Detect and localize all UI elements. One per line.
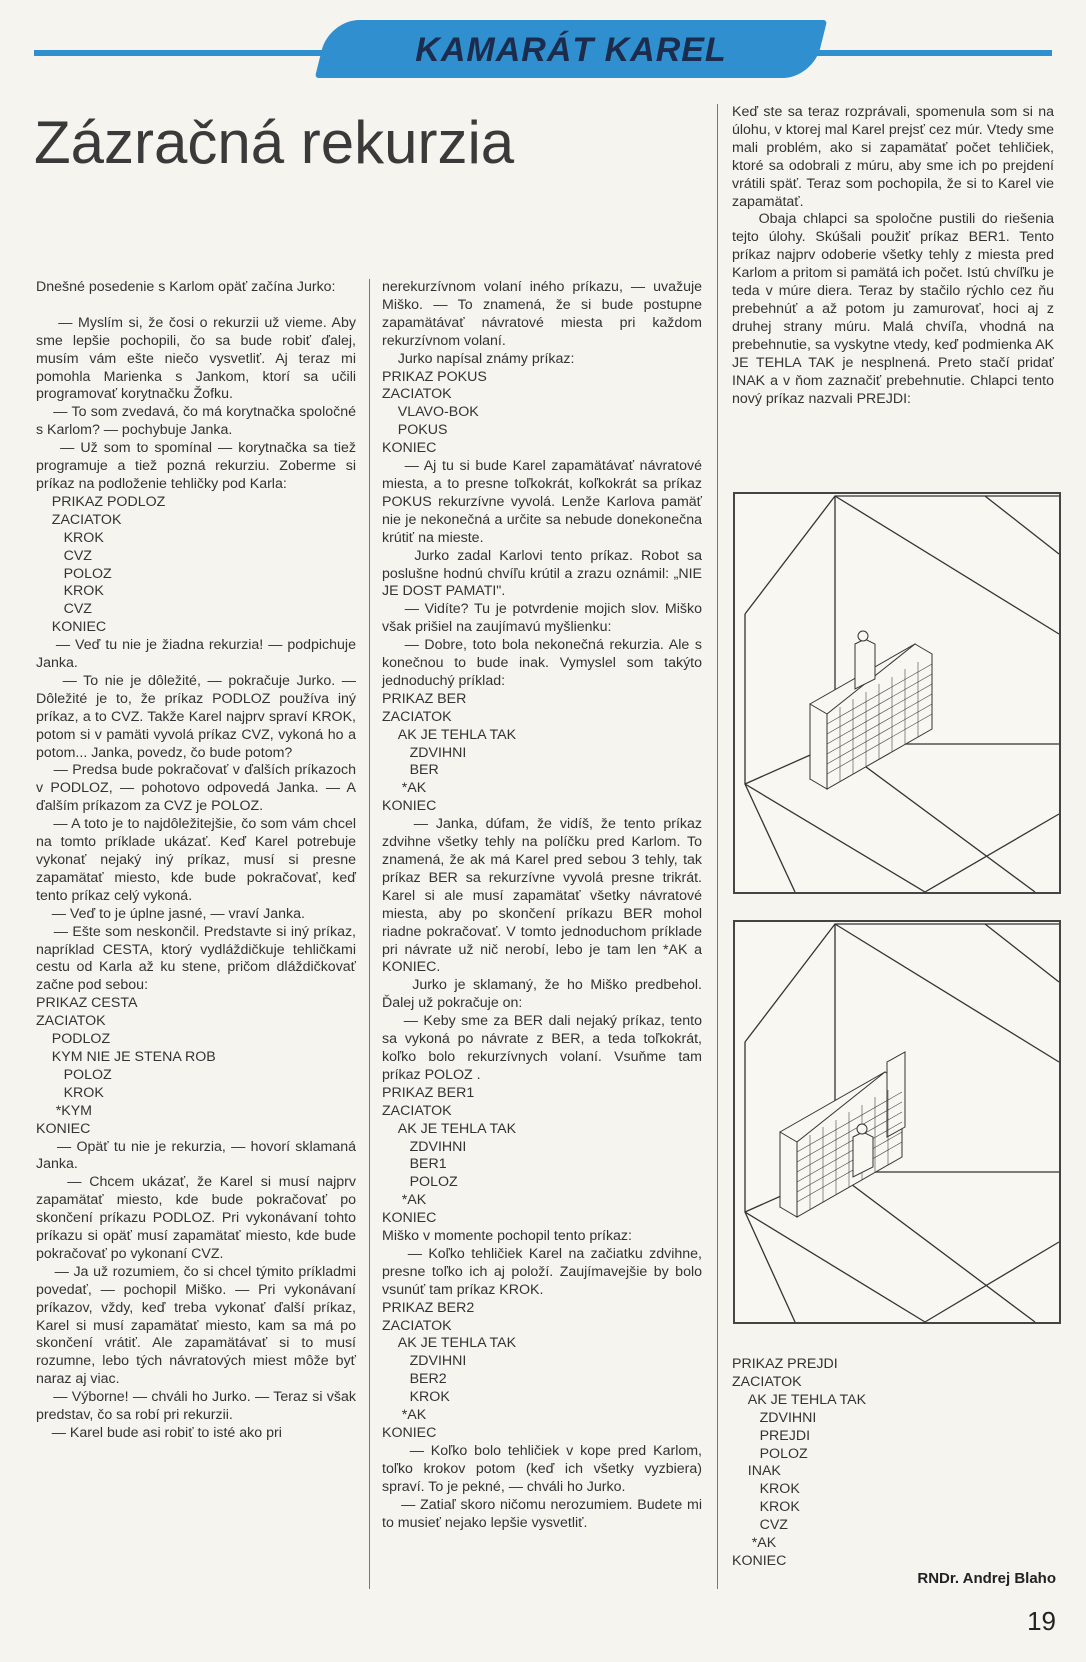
prejdi-program-listing: PRIKAZ PREJDI ZACIATOK AK JE TEHLA TAK ZDVIHNI PREJDI POLOZ INAK KROK KROK CVZ *AK KONIEC — [732, 1356, 867, 1569]
article-column-2: nerekurzívnom volaní iného príkazu, — uvažuje Miško. — To znamená, že si bude postupne zapamätávať návratové miesta pri každom rekurzívnom volaní. Jurko napísal známy príkaz: PRIKAZ POKUS ZACIATOK VLAVO-BOK POKUS KONIEC — Aj tu si bude Karel zapamätávať návratové miesta, a to presne toľkokrát, koľkokrát sa príkaz POKUS rekurzívne vyvolá. Lenže Karlova pamäť nie je nekonečná a určite sa nebude donekonečna krútiť na mieste. Jurko zadal Karlovi tento príkaz. Robot sa poslušne hodnú chvíľu krútil a zrazu oznámil: „NIE JE DOST PAMATI". — Vidíte? Tu je potvrdenie mojich slov. Miško však prišiel na zaujímavú myšlienku: — Dobre, toto bola nekonečná rekurzia. Ale s konečnou to bude inak. Vymyslel som takýto jednoduchý príklad: PRIKAZ BER ZACIATOK AK JE TEHLA TAK ZDVIHNI BER *AK KONIEC — Janka, dúfam, že vidíš, že tento príkaz zdvihne všetky tehly na políčku pred Karlom. To znamená, že ak má Karel pred sebou 3 tehly, tak príkaz BER sa rekurzívne vyvolá presne trikrát. Karel si ale musí zapamätať všetky návratové miesta, aby po skončení príkazu BER mohol riadne pokračovať. V tomto jednoduchom príklade pri návrate už nič nerobí, lebo je tam len *AK a KONIEC. Jurko je sklamaný, že ho Miško predbehol. Ďalej už pokračuje on: — Keby sme za BER dali nejaký príkaz, tento sa vykoná po návrate z BER, a teda toľkokrát, koľko bolo rekurzívnych volaní. Vsuňme tam príkaz POLOZ . PRIKAZ BER1 ZACIATOK AK JE TEHLA TAK ZDVIHNI BER1 POLOZ *AK KONIEC Miško v momente pochopil tento príkaz: — Koľko tehličiek Karel na začiatku zdvihne, presne toľko ich aj položí. Zaujímavejšie by bolo vsunúť tam príkaz KROK. PRIKAZ BER2 ZACIATOK AK JE TEHLA TAK ZDVIHNI BER2 KROK *AK KONIEC — Koľko bolo tehličiek v kope pred Karlom, toľko krokov potom (keď ich všetky vyzbiera) spraví. To je pekné, — chváli ho Jurko. — Zatiaľ skoro ničomu nerozumiem. Budete mi to musieť nejako lepšie vysvetliť. — [382, 279, 702, 1531]
column-divider-1 — [369, 279, 370, 1589]
karel-world-drawing-1 — [735, 494, 1059, 892]
article-column-3-top: Keď ste sa teraz rozprávali, spomenula som si na úlohu, v ktorej mal Karel prejsť cez múr. Vtedy sme mali problém, ako si zapamätať počet tehličiek, ktoré sa odobrali z múru, aby sme ich po prejdení vrátili späť. Teraz som pochopila, že si to Karel vie zapamätať. Obaja chlapci sa spoločne pustili do riešenia tejto úlohy. Skúšali použiť príkaz BER1. Tento príkaz najprv odoberie všetky tehly z miesta pred Karlom a pritom si pamätá ich počet. Istú chvíľku je teda v múre diera. Teraz by stačilo rýchlo cez ňu prebehnúť a až potom ju zamurovať, hoci aj z druhej strany múru. Malá chvíľa, vhodná na prebehnutie, sa vyskytne vtedy, keď podmienka AK JE TEHLA TAK je nesplnená. Preto stačí pridať INAK a v ňom zaznačiť prebehnutie. Chlapci tento nový príkaz nazvali PREJDI: — [732, 104, 1054, 407]
column-divider-2 — [717, 104, 718, 1589]
article-column-1: Dnešné posedenie s Karlom opäť začína Jurko: — Myslím si, že čosi o rekurzii už vieme. Aby sme lepšie pochopili, čo sa bude robiť ďalej, musím vám ešte niečo vysvetliť. Aj teraz mi pomohla Marienka s Jankom, ktorí sa učili programovať korytnačku Žofku. — To som zvedavá, čo má korytnačka spoločné s Karlom? — pochybuje Janka. — Už som to spomínal — korytnačka sa tiež programuje a tiež pozná rekurziu. Zoberme si príkaz na podloženie tehličky pod Karla: PRIKAZ PODLOZ ZACIATOK KROK CVZ POLOZ KROK CVZ KONIEC — Veď tu nie je žiadna rekurzia! — podpichuje Janka. — To nie je dôležité, — pokračuje Jurko. — Dôležité je to, že príkaz PODLOZ používa iný príkaz, a to CVZ. Takže Karel najprv spraví KROK, potom si v pamäti vyvolá príkaz CVZ, vykoná ho a potom... Janka, povedz, čo bude potom? — Predsa bude pokračovať v ďalších príkazoch v PODLOZ, — pohotovo odpovedá Janka. — A ďalším príkazom za CVZ je POLOZ. — A toto je to najdôležitejšie, čo som vám chcel na tomto príklade ukázať. Keď Karel potrebuje vykonať nejaký iný príkaz, musí si presne zapamätať miesto, kde bude pokračovať, keď tento príkaz celý vykoná. — Veď to je úplne jasné, — vraví Janka. — Ešte som neskončil. Predstavte si iný príkaz, napríklad CESTA, ktorý vydláždičkuje tehličkami cestu od Karla až ku stene, pričom dláždičkovať začne pod sebou: PRIKAZ CESTA ZACIATOK PODLOZ KYM NIE JE STENA ROB POLOZ KROK *KYM KONIEC — Opäť tu nie je rekurzia, — hovorí sklamaná Janka. — Chcem ukázať, že Karel si musí najprv zapamätať miesto, kde bude pokračovať po skončení príkazu PODLOZ. Pri vykonávaní tohto príkazu si opäť musí zapamätať miesto, kde bude pokračovať po vykonaní CVZ. — Ja už rozumiem, čo si chcel týmito príkladmi povedať, — pochopil Miško. — Pri vykonávaní príkazov, vždy, keď treba vykonať ďalší príkaz, Karel si musí zapamätať miesto, kam sa má po skončení vrátiť. Ale zapamätávať si to musí rozumne, lebo tých návratových miest môže byť naraz aj viac. — Výborne! — chváli ho Jurko. — Teraz si však predstav, čo sa robí pri rekurzii. — Karel bude asi robiť to isté ako pri — [36, 279, 356, 1441]
author-name: RNDr. Andrej Blaho — [917, 1570, 1056, 1587]
page-number: 19 — [1027, 1606, 1056, 1636]
karel-world-illustration-1 — [733, 492, 1061, 894]
header-rule-right — [800, 50, 1052, 56]
karel-world-drawing-2 — [735, 922, 1059, 1322]
karel-world-illustration-2 — [733, 920, 1061, 1324]
section-title: KAMARÁT KAREL — [415, 31, 727, 69]
header-rule-left — [34, 50, 364, 56]
article-headline: Zázračná rekurzia — [34, 109, 515, 176]
